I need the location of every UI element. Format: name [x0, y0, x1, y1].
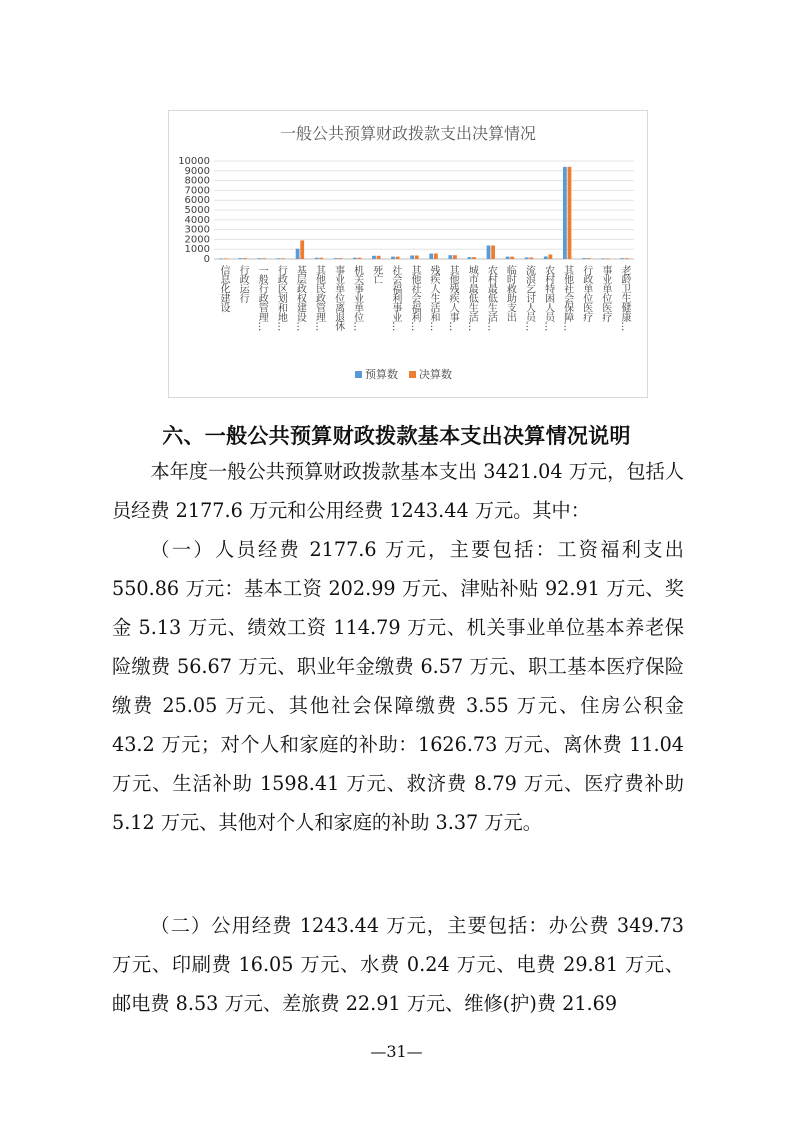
bar-budget — [315, 258, 319, 259]
bar-budget — [601, 258, 605, 259]
bar-final — [548, 254, 552, 259]
x-tick-label: 其他民政管理… — [313, 265, 325, 331]
bar-budget — [563, 167, 567, 259]
x-tick-label: 城市最低生活… — [466, 265, 478, 331]
x-tick-label: 流浪乞讨人员… — [523, 265, 535, 331]
bar-final — [281, 258, 285, 259]
x-tick-label: 死亡 — [370, 265, 382, 284]
paragraph-personnel — [112, 530, 684, 842]
x-tick-label: 农村最低生活… — [485, 265, 497, 331]
bar-final — [415, 255, 419, 259]
bar-final — [319, 258, 323, 259]
y-tick-label: 7000 — [184, 185, 210, 197]
x-tick-label: 社会福利事业… — [389, 265, 401, 331]
x-tick-label: 机关事业单位… — [351, 265, 363, 331]
bar-final — [224, 258, 228, 259]
bar-final — [529, 257, 533, 259]
bar-budget — [258, 258, 262, 259]
x-tick-label: 其他社会福利… — [408, 265, 420, 331]
bar-budget — [448, 255, 452, 259]
bar-final — [338, 258, 342, 259]
bar-final — [453, 255, 457, 259]
paragraph-summary — [112, 452, 684, 530]
bar-final — [568, 167, 572, 259]
bar-budget — [277, 258, 281, 259]
bar-budget — [296, 249, 300, 259]
chart-title: 一般公共预算财政拨款支出决算情况 — [279, 124, 537, 143]
x-tick-label: 其他社会保障… — [561, 265, 573, 331]
legend-swatch — [409, 371, 416, 378]
bar-budget — [391, 257, 395, 259]
x-tick-label: 临时救助支出 — [504, 265, 516, 322]
bar-budget — [353, 258, 357, 259]
y-tick-label: 6000 — [184, 195, 210, 207]
y-tick-label: 2000 — [184, 234, 210, 246]
paragraph-public-expense — [112, 906, 684, 1023]
y-tick-label: 1000 — [184, 244, 210, 256]
y-tick-label: 8000 — [184, 175, 210, 187]
section-heading: 六、一般公共预算财政拨款基本支出决算情况说明 — [162, 424, 631, 448]
x-tick-label: 残疾人生活和… — [428, 265, 440, 331]
x-tick-label: 农村特困人员… — [542, 265, 554, 331]
y-tick-label: 3000 — [184, 224, 210, 236]
bar-budget — [525, 257, 529, 259]
bar-final — [472, 257, 476, 259]
bar-final — [625, 258, 629, 259]
bar-budget — [487, 245, 491, 259]
legend-label: 决算数 — [419, 368, 452, 381]
bar-final — [434, 254, 438, 259]
bar-budget — [429, 254, 433, 259]
bar-final — [300, 240, 304, 259]
bar-budget — [219, 258, 223, 259]
legend-label: 预算数 — [365, 368, 398, 381]
bar-final — [243, 258, 247, 259]
x-tick-label: 事业单位医疗 — [599, 265, 611, 322]
bar-budget — [334, 258, 338, 259]
bar-final — [358, 258, 362, 259]
bar-final — [377, 256, 381, 259]
y-tick-label: 4000 — [184, 214, 210, 226]
legend-swatch — [355, 371, 362, 378]
bar-budget — [410, 255, 414, 259]
bar-final — [396, 257, 400, 259]
y-tick-label: 10000 — [178, 156, 210, 167]
budget-chart — [168, 110, 648, 398]
x-tick-label: 老龄卫生健康… — [618, 265, 630, 331]
y-tick-label: 9000 — [184, 165, 210, 177]
y-tick-label: 0 — [203, 254, 210, 265]
x-tick-label: 事业单位离退休 — [332, 265, 344, 331]
bar-final — [491, 245, 495, 259]
bar-final — [606, 258, 610, 259]
bar-budget — [620, 258, 624, 259]
bar-budget — [468, 257, 472, 259]
y-tick-label: 5000 — [184, 205, 210, 216]
x-tick-label: 其他残疾人事… — [447, 265, 459, 331]
paragraph-summary-text: 本年度一般公共预算财政拨款基本支出 3421.04 万元，包括人员经费 2177.6 万元和公用经费 1243.44 万元。其中： — [112, 460, 684, 522]
bar-budget — [544, 256, 548, 259]
page-number: —31— — [370, 1042, 423, 1061]
x-tick-label: 一般行政管理… — [256, 265, 268, 331]
bar-budget — [372, 256, 376, 259]
x-tick-label: 行政区划和地… — [275, 265, 287, 331]
bar-budget — [582, 258, 586, 259]
bar-budget — [238, 258, 242, 259]
paragraph-personnel-text: （一）人员经费 2177.6 万元，主要包括：工资福利支出 550.86 万元：基本工资 202.99 万元、津贴补贴 92.91 万元、奖金 5.13 万元、绩效工资 114.79 万元、机关事业单位基本养老保险缴费 56.67 万元、职业年金缴费 6.57 万元、职工基本医疗保险缴费 25.05 万元、其他社会保障缴费 3.55 万元、住房公积金 43.2 万元；对个人和家庭的补助：1626.73 万元、离休费 11.04 万元、生活补助 1598.41 万元、救济费 8.79 万元、医疗费补助 5.12 万元、其他对个人和家庭的补助 3.37 万元。 — [112, 538, 684, 834]
bar-budget — [506, 257, 510, 259]
bar-final — [510, 257, 514, 259]
bar-final — [262, 258, 266, 259]
paragraph-public-expense-text: （二）公用经费 1243.44 万元，主要包括：办公费 349.73 万元、印刷费 16.05 万元、水费 0.24 万元、电费 29.81 万元、邮电费 8.53 万元、差旅费 22.91 万元、维修(护)费 21.69 — [112, 914, 684, 1015]
chart-svg — [169, 111, 647, 397]
x-tick-label: 行政运行 — [237, 265, 249, 303]
x-tick-label: 行政单位医疗 — [580, 265, 592, 322]
x-tick-label: 信息化建设 — [218, 265, 230, 313]
x-tick-label: 基层政权建设… — [294, 265, 306, 331]
bar-final — [587, 258, 591, 259]
